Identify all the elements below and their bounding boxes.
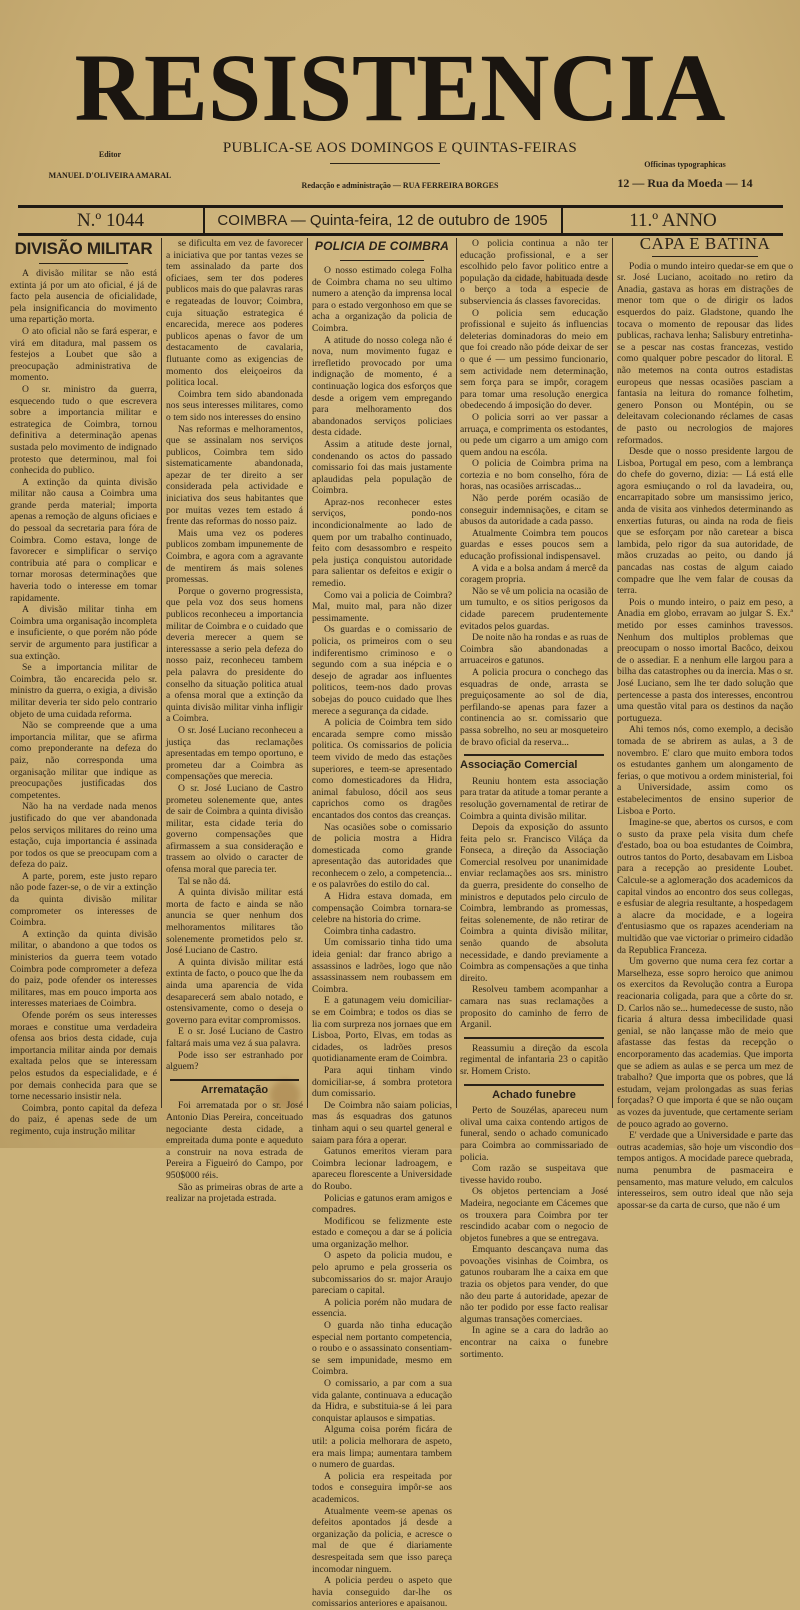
paragraph: A vida e a bolsa andam á mercê da coragem propria. (460, 562, 608, 586)
article-title: DIVISÃO MILITAR (14, 239, 153, 258)
editor-name: MANUEL D'OLIVEIRA AMARAL (48, 171, 172, 180)
masthead-subtitle: PUBLICA-SE AOS DOMINGOS E QUINTAS-FEIRAS (222, 140, 578, 156)
paragraph: Um governo que numa cera fez cortar a Marselheza, esse sopro heroico que animou os exercitos da Revolução contra a Europa reacionaria coligada, para que a côrte do sr. D. Carlos não se... humedecesse de susto, não ficaria á altura dessa imbecilidade quasi genial, se não lançasse mão de meio que afastasse das festas da recepção o encorporamento das academias. Que importa que se adiem as aulas e se perca um mez de trabalho? Que importa que os pobres, que lá estudam, vejam prolongadas as suas ferias forçadas? O que importa é que se não ouçam as vozes da juventude, que certamente seriam de pouco agrado ao governo. (617, 956, 793, 1130)
paragraph: A atitude do nosso colega não é nova, num movimento fugaz e irrefletido provocado por uma indignação de momento, é a continuação logica dos esforços que desde a origem vem empregando para melhoramento dos abandonados serviços policiaes desta cidade. (312, 334, 452, 439)
officinas-label: Officinas typographicas (644, 160, 726, 169)
paragraph: Gatunos emeritos vieram para Coimbra lecionar ladroagem, e apareceu florescente a Universidade do Roubo. (312, 1146, 452, 1192)
paragraph: A policia era respeitada por todos e conseguira impôr-se aos academicos. (312, 1470, 452, 1505)
paragraph: Tal se não dá. (178, 875, 231, 887)
paragraph: A extinção da quinta divisão militar, o abandono a que todos os ministerios da guerra teem votado Coimbra pode comprometer a defeza do paiz, pode ofender os interesses militares, mas em pouco importa aos interesses materiaes de Coimbra. (10, 928, 157, 1010)
paragraph: E o sr. José Luciano de Castro faltará mais uma vez á sua palavra. (166, 1026, 303, 1049)
paragraph: Reuniu hontem esta associação para tratar da atitude a tomar perante a resolução governamental de retirar de Coimbra a quinta divisão militar. (460, 775, 608, 822)
divider (170, 1079, 299, 1081)
paragraph: O comissario, a par com a sua vida galante, continuava a educação da Hidra, e substituia-se á lei para conquistar aplausos e simpatias. (312, 1378, 452, 1424)
paragraph: De Coimbra não saiam policias, mas ás esquadras dos gatunos tinham aqui o seu quartel general e saiam para fóra a operar. (312, 1099, 452, 1146)
issue-year: 11.º ANNO (629, 210, 717, 231)
paragraph: O policia sorri ao ver passar a arruaça, e comprimenta os estodantes, ou pede um cigarro a um amigo com quem andou na escóla. (460, 411, 608, 458)
paragraph: O policia de Coimbra prima na cortezia e no bom conselho, fóra de horas, nas ocasiões arriscadas... (460, 458, 608, 493)
paragraph: E a gatunagem veiu domiciliar-se em Coimbra; e todos os dias se lia com surpreza nos jornaes que em Lisboa, Porto, Elvas, em todas as cidades, os ladrões presos quotidianamente eram de Coimbra. (312, 995, 452, 1065)
issue-date: COIMBRA — Quinta-feira, 12 de outubro de 1905 (217, 212, 548, 229)
paragraph: In agine se a cara do ladrão ao encontrar na caixa o funebre sortimento. (460, 1325, 608, 1360)
paragraph: Imagine-se que, abertos os cursos, e com o susto da praxe pela visita dum chefe d'estado, boa ou boa estudantes de Coimbra, outros tantos do Porto, desabavam em Lisboa para a recepção ao presidente Loubet. Calcule-se a aglomeração dos academicos da capital vindos ao encontro dos seus collegas, e esfusiar de alegria resultante, a hospedagem a alacre da mocidade, e a logeira d'entusiasmo que os rapazes acenderiam na multidão que vae victoriar o primeiro cidadão da Republica Franceza. (617, 817, 793, 956)
paragraph: O sr. ministro da guerra, esquecendo tudo o que escrevera sobre a importancia militar e estrategica de Coimbra, tornou definitiva a determinação apenas sustada pelo movimento de indignado protesto que determinou, mal foi conhecida do publico. (10, 383, 157, 477)
paragraph: O guarda não tinha educação especial nem portanto competencia, o roubo e o assassinato consentiam-se sem impunidade, mesmo em Coimbra. (312, 1320, 452, 1378)
paragraph: De noite não ha rondas e as ruas de Coimbra são abandonadas a arruaceiros e gatunos. (460, 632, 608, 667)
paragraph: O nosso estimado colega Folha de Coimbra chama no seu ultimo numero a atenção da imprensa local para o estado vergonhoso em que se acha a organização da policia de Coimbra. (312, 265, 452, 334)
paragraph: Não perde porém ocasião de conseguir indemnisações, e citam se abusos da autoridade a cada passo. (460, 493, 608, 528)
paragraph: A policia procura o conchego das esquadras de onde, arrasta se preguiçosamente ao sol de dia, perfilando-se apenas para fazer a continencia ao sr. comissario que passa sobrelho, no seu ar mosqueteiro de bravo oficial da reserva... (460, 666, 608, 748)
paragraph: Modificou se felizmente este estado e começou a dar se á policia uma organização melhor. (312, 1215, 452, 1250)
paragraph: Coimbra, ponto capital da defeza do paiz, é apenas sede de um regimento, cuja instrução militar (10, 1102, 157, 1137)
article-divisao-militar-cont (166, 238, 303, 1205)
paragraph: Nas reformas e melhoramentos, que se assinalam nos serviços publicos, Coimbra tem sido sistematicamente abandonada, apezar de ter direito a ser considerada pela actividade e iniciativa dos seus habitantes que por muitas vezes tem estado á frente das reformas do nosso paiz. (166, 423, 303, 528)
paragraph: A policia de Coimbra tem sido encarada sempre como missão politica. Os comissarios de policia teem vivido de medo das estações superiores, e teem-se apresentado como domesticadores da Hidra, animal fabuloso, dócil aos seus caprichos como os dragões encantados dos contos das creanças. (312, 717, 452, 821)
paragraph: O sr. José Luciano de Castro prometeu solenemente que, antes de sair de Coimbra a quinta divisão militar, esta cidade teria do governo compensações que afirmassem a sua consideração e trassem ao olvido o caracter de ofensa moral que parecia ter. (166, 782, 303, 876)
editor-label: Editor (98, 150, 122, 159)
paragraph: Como vai a policia de Coimbra? Mal, muito mal, para não dizer pessimamente. (312, 589, 452, 624)
paragraph: O ato oficial não se fará esperar, e virá em ditadura, mal passem os festejos a Loubet que são a preocupação administrativa de momento. (10, 325, 157, 384)
paragraph: Podia o mundo inteiro quedar-se em que o sr. José Luciano, acoitado no retiro da Anadia, gastava as horas em distrações de menor tom que o de dirigir os lados esquerdos do paiz. Gladstone, quando lhe tocava o momento de repousar das lides publicas, rachava lenha; Salisbury entretinha-se a pescar nas costas francezas, vestido como qualquer pobre pescador do litoral. E não metemos na conta outros estadistas europeus que nessas ocasiões pasciam a fantasia na leitura do romance folhetim, genero Ponson ou Montépin, ou se deleitavam colecionando réclames de casas de pasto ou necrologios de majores reformados. (617, 260, 793, 446)
divider (464, 754, 604, 756)
redaccao-address: Redacção e administração — RUA FERREIRA BORGES (301, 181, 499, 190)
paragraph: Pois o mundo inteiro, o paiz em peso, a Anadia em globo, erravam ao julgar S. Ex.ª metido por esses caminhos travessos. Nenhum dos multiplos problemas que preocupam o nosso imortal Bacôco, deixou de o assediar. E a nenhum elle largou para a bilha das catastrophes ou da inercia. Mas o sr. José Luciano, sem lhe ter dado solução que pertencesse a pasta dos interesses, encontrou uma questão vital para os destinos da nação portugueza. (617, 596, 793, 724)
paragraph: Assim a atitude deste jornal, condenando os actos do passado comissario foi das mais justamente aplaudidas pela população de Coimbra. (312, 438, 452, 497)
paragraph: O sr. José Luciano reconheceu a justiça das reclamações apresentadas em tempo oportuno, e prometeu dar a Coimbra as compensações que merecia. (166, 724, 303, 783)
divider (18, 205, 783, 208)
paragraph: A extinção da quinta divisão militar não causa a Coimbra uma grande perda material; importa apenas a remoção de alguns oficiaes e do pessoal da secretaria para fóra de Coimbra. Como estava, longe de favorecer e simplificar o serviço contribuia até para o complicar e tornar morosas determinações que haveria todo o interesse em tomar rapidamente. (10, 476, 157, 604)
paragraph: Desde que o nosso presidente largou de Lisboa, Portugal em peso, com a lembrança do chefe do governo, dizia: — Lá está elle agora esmiuçando o rol da lavadeira, ou, encarrapitado sobre um mansissimo jerico, anda de visita aos vinhedos determinando as enxertias futuras, ou ainda na roda de fieis que se esforçam por não caretear a bisca lambida, pelo rigor da sua autoridade, de mãos cruzadas ao peito, ou dando já pancadas nas costas de algum caiado compadre que lhe vem falar de cousas da terra. (617, 446, 793, 597)
paragraph: Não ha na verdade nada menos justificado do que ver abandonada pelos serviços militares do reino uma estação, cuja importancia é assinada por todos os que se preocupam com a defeza do paiz. (10, 801, 157, 871)
paragraph: A quinta divisão militar está extinta de facto, o pouco que lhe da ainda uma aparencia de vida desaparecerá sem abalo notado, e ostensivamente, como o deseja o governo para evitar compromissos. (166, 956, 303, 1026)
article-title: Associação Comercial (460, 759, 578, 772)
officinas-block (600, 160, 770, 191)
column-rule (456, 238, 457, 1108)
article-capa-e-batina (617, 234, 793, 1211)
editor-block (30, 150, 190, 192)
article-divisao-militar (10, 238, 157, 1138)
paragraph: Depois da exposição do assunto feita pelo sr. Francisco Viláça da Fonseca, a direção da Associação Comercial resolveu por unanimidade enviar reclamações aos srs. ministro da guerra, presidente do conselho de ministros e deputados pelo circulo de Coimbra, lembrando as promessas, feitas solenemente, de não retirar de Coimbra a quinta divisão militar, senão quando de absoluta necessidade, e dando previamente a Coimbra as compensações a que tinha direito. (460, 822, 608, 984)
paragraph: O policia sem educação profissional e sujeito ás influencias deleterias dominadoras do meio em que foi creado não póde deixar de ser o que é — um pessimo funcionario, sem actividade nem determinação, sem força para se impôr, coragem para tomar uma resolução energica obedecendo á imposição do dever. (460, 307, 608, 412)
paragraph: A policia porém não mudara de essencia. (312, 1296, 452, 1320)
paragraph: A parte, porem, este justo reparo não pode fazer-se, o de vir a extinção da quinta divisão militar comprometer os interesses de Coimbra. (10, 870, 157, 929)
article-title: POLICIA DE COIMBRA (314, 239, 450, 253)
paragraph: A quinta divisão militar está morta de facto e ainda se não anuncia se quer nenhum dos melhoramentos militares tão solenemente prometidos pelo sr. José Luciano de Castro. (166, 887, 303, 957)
paragraph: Com razão se suspeitava que tivesse havido roubo. (460, 1163, 608, 1186)
paragraph: Emquanto descançava numa das povoações visinhas de Coimbra, os gatunos roubaram lhe a caixa em que trazia os objetos para vender, do que não deu parte á autoridade, apezar de não ter podido por esse facto realisar algumas transações comerciaes. (460, 1244, 608, 1325)
paragraph: Mais uma vez os poderes publicos zombam impunemente de Coimbra, e agora com a agravante de mentirem ás mais solenes promessas. (166, 527, 303, 586)
paragraph: Ofende porém os seus interesses moraes e constitue uma verdadeira ofensa aos brios desta cidade, cuja importancia militar ainda por demais exaltada pelos que se interessam pelos estudos da especialidade, e é por demais conhecida para que se torne necessario insistir nela. (10, 1010, 157, 1103)
paragraph: Coimbra tinha cadastro. (324, 925, 416, 937)
divider (464, 1084, 604, 1086)
officinas-address: 12 — Rua da Moeda — 14 (617, 176, 753, 190)
paragraph: Um comissario tinha tido uma ideia genial: dar franco abrigo a assassinos e ladrões, logo que não assassinassem nem roubassem em Coimbra. (312, 937, 452, 995)
paragraph: A Hidra estava domada, em compensação Coimbra tornara-se celebre na historia do crime. (312, 891, 452, 926)
column-rule (612, 238, 613, 1108)
paragraph: A divisão militar tinha em Coimbra uma organisação incompleta e insuficiente, o que porém não póde servir de argumento para justificar a sua extinção. (10, 604, 157, 662)
paragraph: Perto de Souzélas, apareceu num olival uma caixa contendo artigos de funeral, sendo o achado comunicado para Coimbra ao commissariado de policia. (460, 1105, 608, 1163)
paragraph: Os objetos pertenciam a José Madeira, negociante em Cácemes que os trouxera para Coimbra por ter rescindido acabar com o negocio de objetos funebres a que se entregava. (460, 1186, 608, 1244)
paragraph: Não se vê um policia na ocasião de um tumulto, e os sitios perigosos da cidade parecem prudentemente evitados pelos guardas. (460, 585, 608, 632)
paragraph: A divisão militar se não está extinta já por um ato oficial, é já de facto pela ausencia de oficialidade, pela insignificancia do movimento uma repartição morta. (10, 268, 157, 326)
paragraph: Os guardas e o comissario de policia, os primeiros com o seu indiferentismo criminoso e o segundo com a sua inépcia e o desejo de agradar aos influentes politicos, teem-nos dado provas sobejas do pouco cuidado que lhes merece a segurança da cidade. (312, 624, 452, 717)
paragraph: O policia continua a não ter educação profissional, e a ser escolhido pelo favor politico entre a população da cidade, habituada desde o berço a toda a especie de subserviencia ás classes favorecidas. (460, 238, 608, 307)
paragraph: Foi arrematada por o sr. José Antonio Dias Pereira, conceituado negociante desta cidade, a empreitada duma ponte e aqueduto a construir na nova estrada de Pereira a Figueiró do Campo, por 950$000 réis. (166, 1100, 303, 1181)
article-title: Arrematação (200, 1083, 269, 1096)
paragraph: Apraz-nos reconhecer estes serviços, pondo-nos incondicionalmente ao lado de quem por um trabalho continuado, feito com desassombro e respeito pela justiça conquistou autoridade para salientar os defeitos e exigir o remedio. (312, 496, 452, 590)
paragraph: São as primeiras obras de arte a realizar na projetada estrada. (166, 1181, 303, 1205)
paragraph: Não se compreende que a uma importancia militar, que se afirma como preponderante na defeza do paiz, não corresponda uma organisação militar que indique as preocupações justificadas dos competentes. (10, 720, 157, 801)
paragraph: O aspeto da policia mudou, e pelo aprumo e pela grosseria os subcomissarios do sr. major Araujo pareciam o capital. (312, 1250, 452, 1297)
divider (330, 163, 440, 164)
column-rule (161, 238, 162, 1108)
paragraph: A policia perdeu o aspeto que havia conseguido dar-lhe os comissarios anteriores e apaisanou. (312, 1575, 452, 1610)
paragraph: se dificulta em vez de favorecer a iniciativa que por tantas vezes se tem assinalado da parte dos oficiaes, sem ter dos poderes publicos mais do que palavras raras e regateadas de louvor; Coimbra, cuja situação estrategica é encarecida, merece aos poderes publicos apenas o favor de um destacamento de cavalaria, flutuante como as exigencias de momento dos eleiçoeiros da politica local. (166, 238, 303, 389)
paragraph: Ahi temos nós, como exemplo, a decisão tomada de se abrirem as aulas, a 3 de novembro. E' claro que muito embora todos os estudantes ganhem um alongamento de ferias, o que motivou a ordem ministerial, foi a Universidade, assim como os estabelecimentos de ensino superior de Lisboa e Porto. (617, 724, 793, 817)
paragraph: Porque o governo progressista, que pela voz dos seus homens publicos reconheceu a importancia militar de Coimbra e o cuidado que deveria merecer a quem se interessasse a serio pela defeza do nosso paiz, reconheceu tambem pela palavra do presidente do conselho da situação politica atual a ofensa moral que a extinção da quinta divisão militar vinha infligir a Coimbra. (166, 585, 303, 725)
paragraph: E' verdade que a Universidade e parte das outras academias, são hoje um viscondio dos tempos antigos. A mocidade parece quebrada, numa penumbra de pasmaceira e pensamento, mas mature veludo, em calculos interesseiros, sem outro ideal que não seja apossar-se da carta de curso, que não é um (617, 1130, 793, 1211)
paragraph: Pode isso ser estranhado por alguem? (166, 1049, 303, 1073)
paragraph: Resolveu tambem acompanhar a camara nas suas reclamações a proposito do caminho de ferro de Arganil. (460, 984, 608, 1031)
paragraph: Nas ocasiões sobe o comissario de policia mostra a Hidra domesticada como grande apresentação das autoridades que reconhecem o zelo, a competencia... e os palavrões do estilo do cal. (312, 821, 452, 891)
paragraph: Para aqui tinham vindo domiciliar-se, á sombra protetora dum comissario. (312, 1064, 452, 1100)
divider (464, 1037, 604, 1039)
article-title: Achado funebre (492, 1088, 576, 1101)
paragraph: Atualmente Coimbra tem poucos guardas e esses poucos sem a educação profissional indispensavel. (460, 527, 608, 563)
column-4 (460, 238, 608, 1360)
paragraph: Coimbra tem sido abandonada nos seus interesses militares, como o tem sido nos interesses do ensino (166, 388, 303, 423)
paragraph: Alguma coisa porém ficára de util: a policia melhorara de aspeto, era mais limpa; aumentara tambem o numero de guardas. (312, 1424, 452, 1471)
paragraph: Policias e gatunos eram amigos e compadres. (312, 1192, 452, 1216)
paragraph: Se a importancia militar de Coimbra, tão encarecida pelo sr. ministro da guerra, o exigia, a divisão militar deveria ter sido pelo contrario objeto de uma cuidada reforma. (10, 662, 157, 720)
paragraph: Reassumiu a direção da escola regimental de infantaria 23 o capitão sr. Homem Cristo. (460, 1042, 608, 1077)
article-policia-de-coimbra (312, 238, 452, 1610)
masthead-title: RESISTENCIA (74, 34, 726, 141)
issue-number: N.º 1044 (76, 210, 145, 231)
article-title: CAPA E BATINA (639, 234, 771, 253)
column-rule (307, 238, 308, 1108)
paragraph: Atualmente veem-se apenas os defeitos apontados já desde a organização da policia, e acresce o mal de que é diariamente desrespeitada sem que isso pareça incomodar ninguem. (312, 1505, 452, 1575)
